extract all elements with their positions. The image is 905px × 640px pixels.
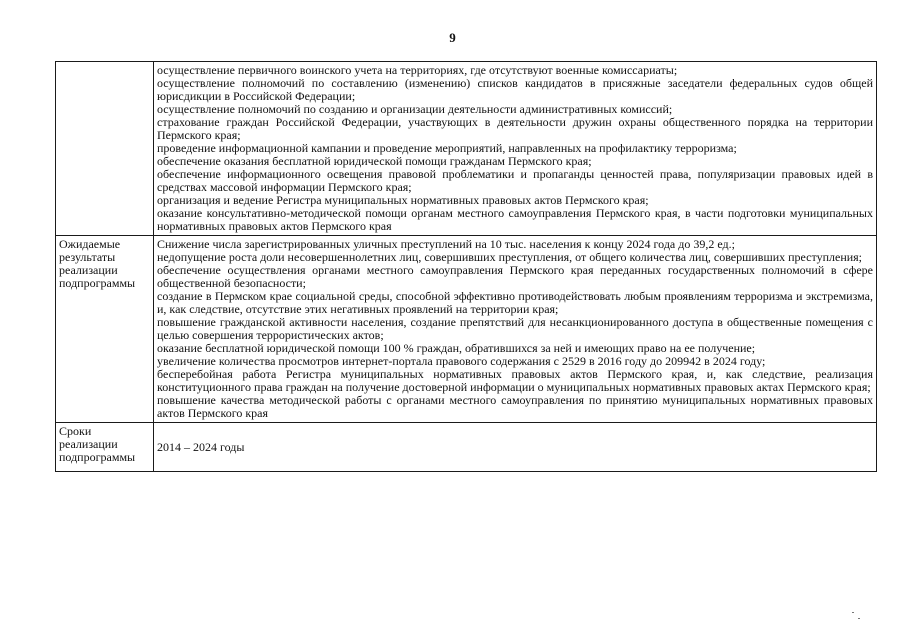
row-label: Ожидаемые результаты реализации подпрограммы [56, 236, 154, 423]
list-item: создание в Пермском крае социальной среды, способной эффективно противодействовать любым проявлениям терроризма и экстремизма, и, как следствие, отсутствие этих негативных проявлений на территории края; [157, 289, 873, 316]
list-item: повышение гражданской активности населения, создание препятствий для несанкционированного доступа в общественные помещения с целью совершения террористических актов; [157, 315, 873, 342]
list-item: страхование граждан Российской Федерации, участвующих в деятельности дружин охраны общественного порядка на территории Пермского края; [157, 115, 873, 142]
list-item: обеспечение осуществления органами местного самоуправления Пермского края переданных государственных полномочий в сфере общественной безопасности; [157, 263, 873, 290]
list-item: увеличение количества просмотров интернет-портала правового содержания с 2529 в 2016 году до 209942 в 2024 году; [157, 354, 766, 368]
list-item: организация и ведение Регистра муниципальных нормативных правовых актов Пермского края; [157, 193, 649, 207]
list-item: недопущение роста доли несовершеннолетних лиц, совершивших преступления, от общего количества лиц, совершивших преступления; [157, 250, 863, 264]
list-item: повышение качества методической работы с органами местного самоуправления по принятию муниципальных нормативных правовых актов Пермского края [157, 393, 873, 420]
list-item: осуществление полномочий по составлению (изменению) списков кандидатов в присяжные заседатели федеральных судов общей юрисдикции в Российской Федерации; [157, 76, 873, 103]
list-item: осуществление первичного воинского учета на территориях, где отсутствуют военные комиссариаты; [157, 63, 678, 77]
list-item: 2014 – 2024 годы [157, 439, 245, 454]
list-item: обеспечение информационного освещения правовой проблематики и пропаганды ценностей права, популяризации правовых идей в средствах массовой информации Пермского края; [157, 167, 873, 194]
scan-speck [858, 618, 860, 619]
list-item: проведение информационной кампании и проведение мероприятий, направленных на профилактику терроризма; [157, 141, 737, 155]
subprogram-passport-table [55, 61, 877, 472]
row-label [56, 62, 154, 236]
list-item: осуществление полномочий по созданию и организации деятельности административных комиссий; [157, 102, 673, 116]
list-item: Снижение числа зарегистрированных уличных преступлений на 10 тыс. населения к концу 2024 года до 39,2 ед.; [157, 237, 735, 251]
row-content [154, 62, 877, 236]
list-item: обеспечение оказания бесплатной юридической помощи гражданам Пермского края; [157, 154, 592, 168]
table-row [56, 236, 877, 423]
row-content [154, 236, 877, 423]
list-item: оказание бесплатной юридической помощи 100 % граждан, обратившихся за ней и имеющих право на ее получение; [157, 341, 756, 355]
page-number: 9 [449, 30, 456, 45]
row-content [154, 423, 877, 472]
table-row [56, 423, 877, 472]
table-row [56, 62, 877, 236]
scan-speck [852, 612, 854, 613]
row-label: Сроки реализации подпрограммы [56, 423, 154, 472]
list-item: оказание консультативно-методической помощи органам местного самоуправления Пермского края, в части подготовки муниципальных нормативных правовых актов Пермского края [157, 206, 873, 233]
list-item: бесперебойная работа Регистра муниципальных нормативных правовых актов Пермского края, и, как следствие, реализация конституционного права граждан на получение достоверной информации о муниципальных нормативных правовых актах Пермского края; [157, 367, 873, 394]
